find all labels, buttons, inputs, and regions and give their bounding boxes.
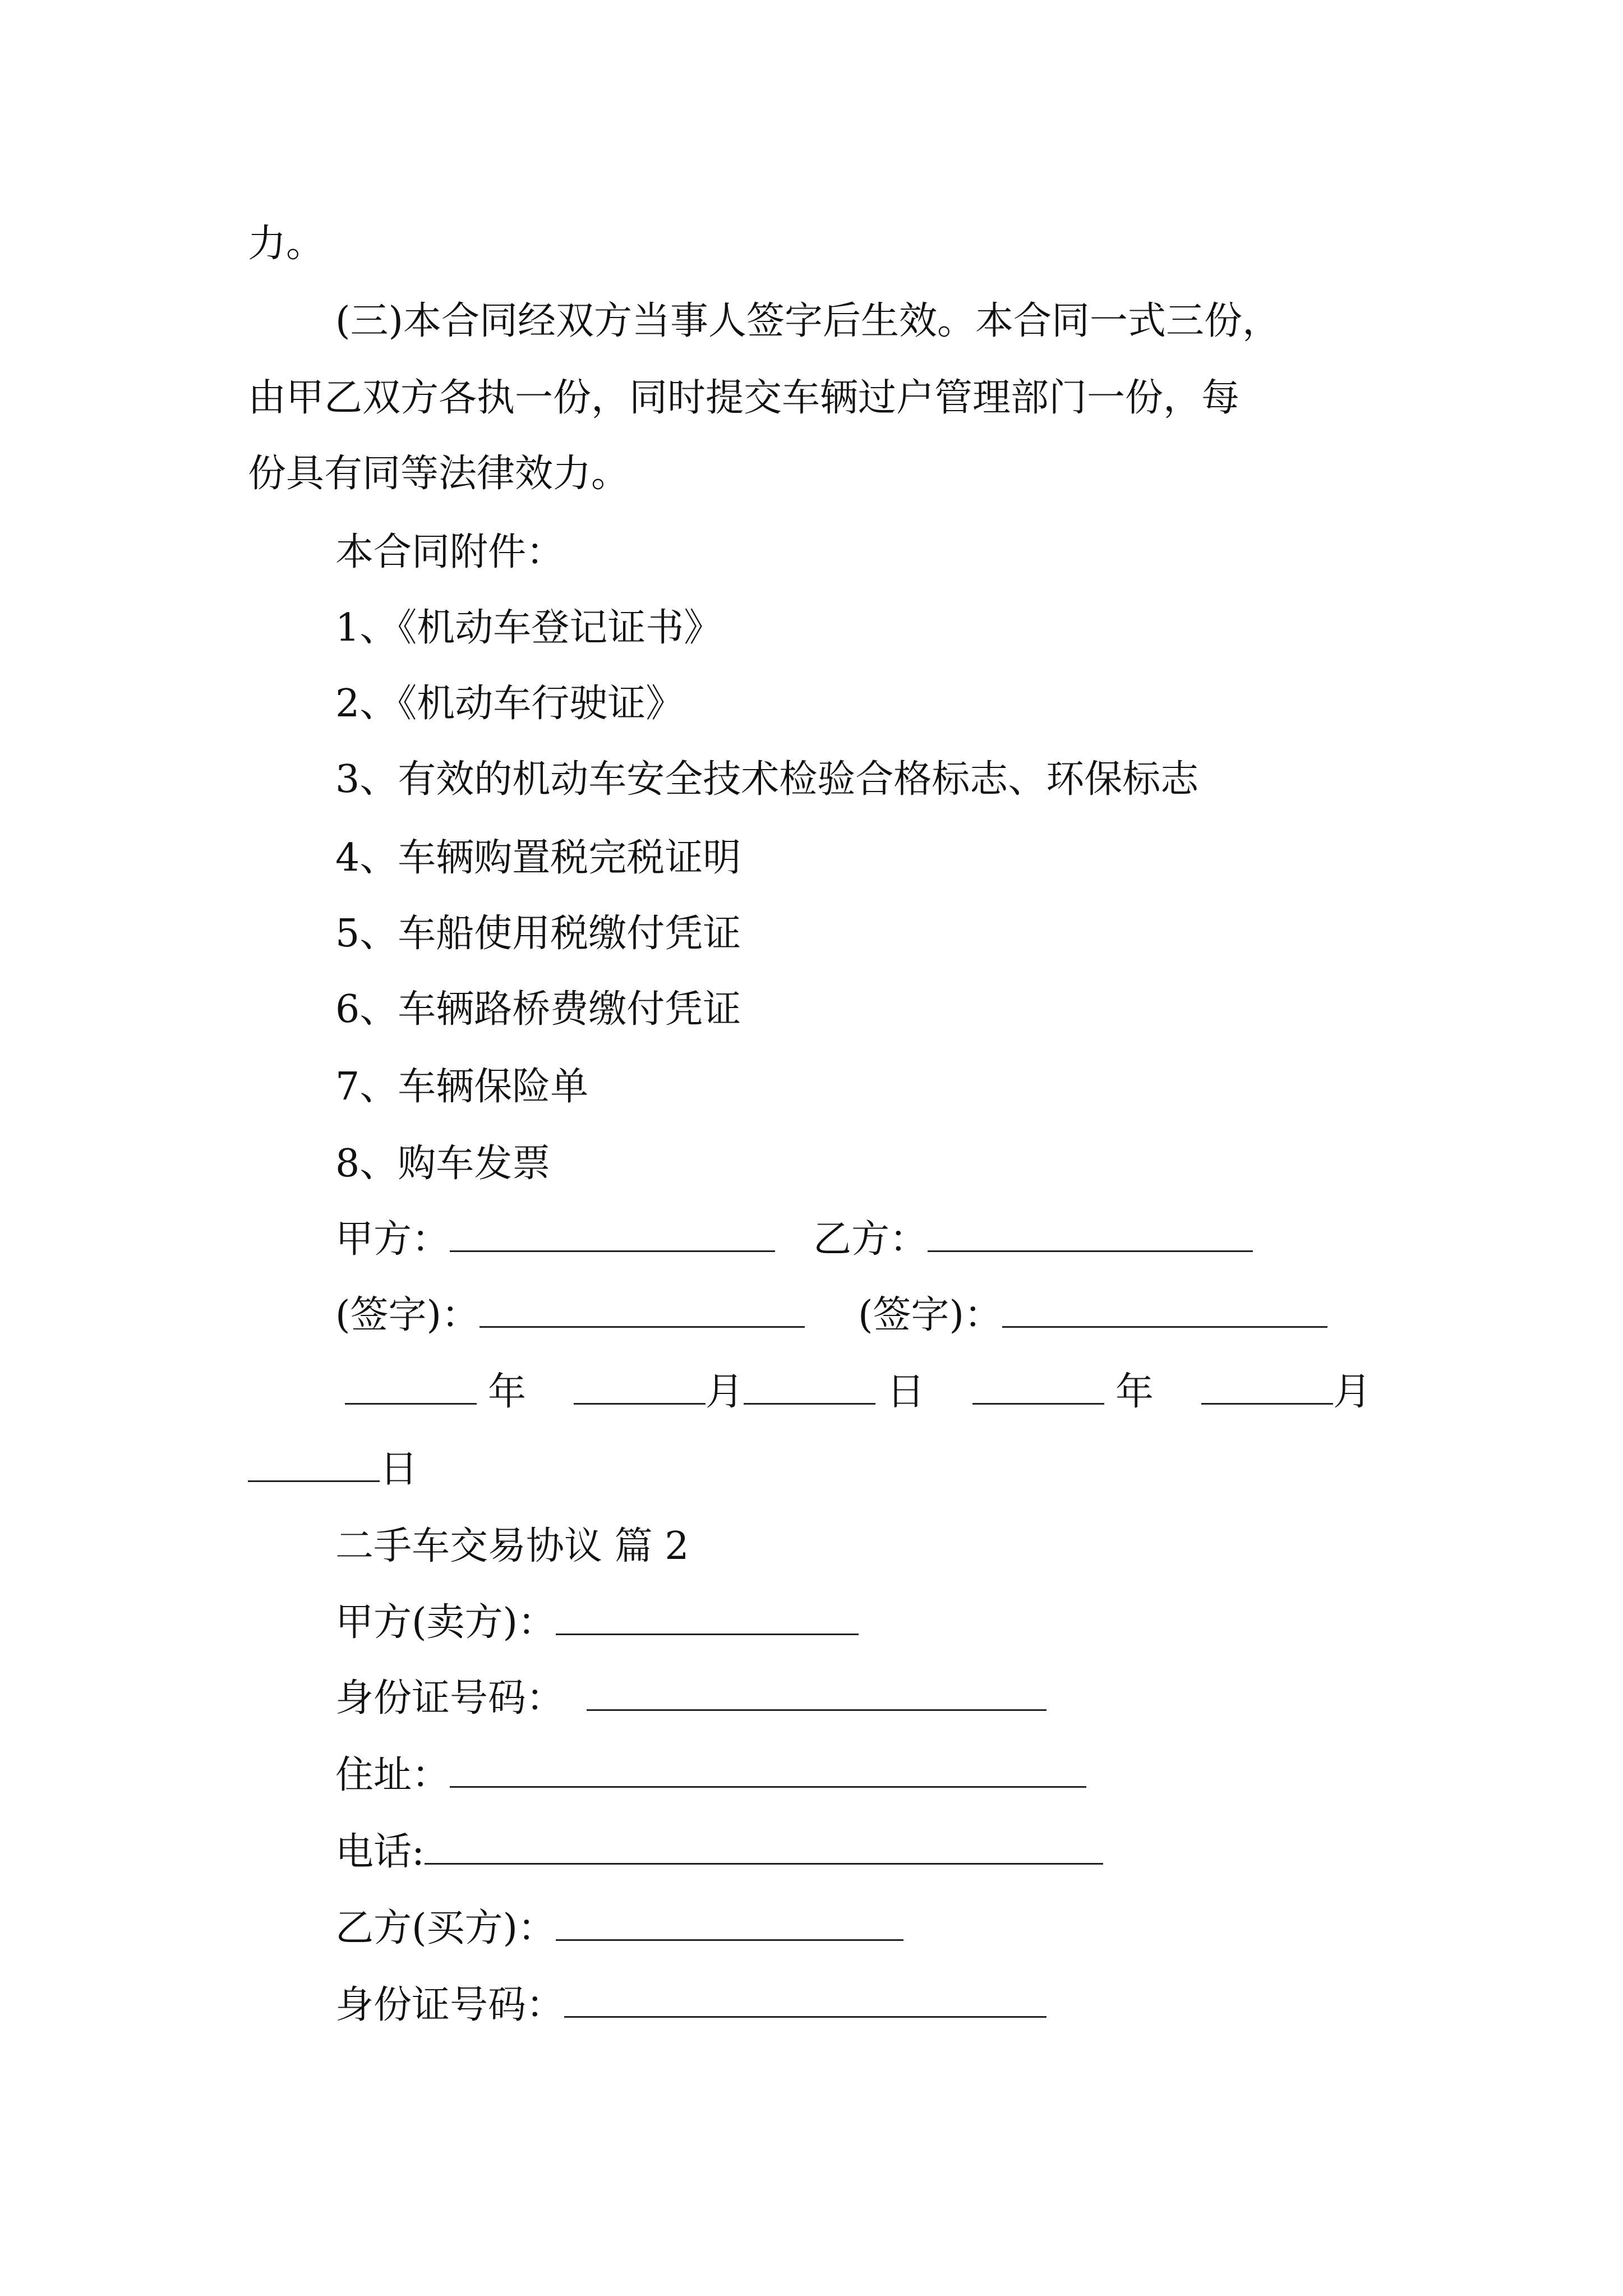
party-b-row — [813, 1212, 1253, 1268]
day-a-blank[interactable] — [744, 1368, 875, 1405]
attachment-item-2: 2、《机动车行驶证》 — [335, 682, 684, 726]
id-no-1-blank[interactable] — [587, 1674, 1046, 1711]
id-no-1-row — [335, 1671, 1046, 1727]
address-blank[interactable] — [450, 1751, 1086, 1788]
party-b-label: 乙方： — [813, 1217, 928, 1262]
buyer-row — [335, 1901, 903, 1957]
phone-label: 电话: — [335, 1830, 425, 1874]
day-b-label: 日 — [380, 1447, 418, 1492]
party-a-blank[interactable] — [450, 1216, 775, 1252]
month-a-blank[interactable] — [574, 1368, 706, 1405]
clause-3-line-2: 由甲乙双方各执一份，同时提交车辆过户管理部门一份，每 — [248, 376, 1240, 420]
year-b-blank[interactable] — [972, 1368, 1104, 1405]
clause-3-line-1: (三)本合同经双方当事人签字后生效。本合同一式三份， — [335, 299, 1281, 343]
buyer-blank[interactable] — [556, 1904, 903, 1941]
day-a-label: 日 — [887, 1370, 925, 1414]
attachment-item-1: 1、《机动车登记证书》 — [335, 606, 722, 650]
seller-blank[interactable] — [556, 1599, 859, 1635]
sign-a-row — [335, 1287, 805, 1343]
sign-b-blank[interactable] — [1002, 1291, 1327, 1328]
address-label: 住址： — [335, 1753, 450, 1797]
paragraph-continuation: 力。 — [248, 222, 325, 266]
attachment-item-6: 6、车辆路桥费缴付凭证 — [335, 987, 741, 1032]
date-row — [345, 1364, 1371, 1420]
id-no-1-label: 身份证号码： — [335, 1676, 565, 1720]
sign-b-label: (签字)： — [858, 1293, 1003, 1337]
attachment-item-8: 8、购车发票 — [335, 1142, 551, 1186]
attachments-heading: 本合同附件： — [335, 530, 565, 574]
year-a-blank[interactable] — [345, 1368, 477, 1405]
month-a-label: 月 — [706, 1370, 744, 1414]
attachment-item-7: 7、车辆保险单 — [335, 1065, 589, 1109]
party-a-label: 甲方： — [335, 1217, 450, 1262]
seller-label: 甲方(卖方)： — [335, 1600, 556, 1645]
id-no-2-blank[interactable] — [564, 1981, 1046, 2018]
clause-3-line-3: 份具有同等法律效力。 — [248, 452, 630, 496]
year-b-label: 年 — [1115, 1370, 1154, 1414]
phone-blank[interactable] — [425, 1828, 1103, 1865]
day-b-blank[interactable] — [248, 1446, 380, 1482]
sign-b-row — [858, 1287, 1327, 1343]
id-no-2-row — [335, 1977, 1046, 2033]
year-a-label: 年 — [488, 1370, 527, 1414]
sign-a-blank[interactable] — [479, 1291, 805, 1328]
date-row-wrap — [248, 1442, 418, 1498]
sign-a-label: (签字)： — [335, 1293, 480, 1337]
month-b-blank[interactable] — [1201, 1368, 1333, 1405]
buyer-label: 乙方(买方)： — [335, 1906, 556, 1950]
party-a-row — [335, 1212, 775, 1268]
attachment-item-5: 5、车船使用税缴付凭证 — [335, 912, 741, 956]
address-row — [335, 1747, 1086, 1803]
party-b-blank[interactable] — [928, 1216, 1253, 1252]
id-no-2-label: 身份证号码： — [335, 1983, 565, 2027]
section-2-title: 二手车交易协议 篇 2 — [335, 1524, 689, 1568]
month-b-label: 月 — [1333, 1370, 1372, 1414]
attachment-item-3: 3、有效的机动车安全技术检验合格标志、环保标志 — [335, 757, 1199, 802]
seller-row — [335, 1595, 859, 1651]
attachment-item-4: 4、车辆购置税完税证明 — [335, 836, 741, 880]
phone-row — [335, 1824, 1103, 1880]
